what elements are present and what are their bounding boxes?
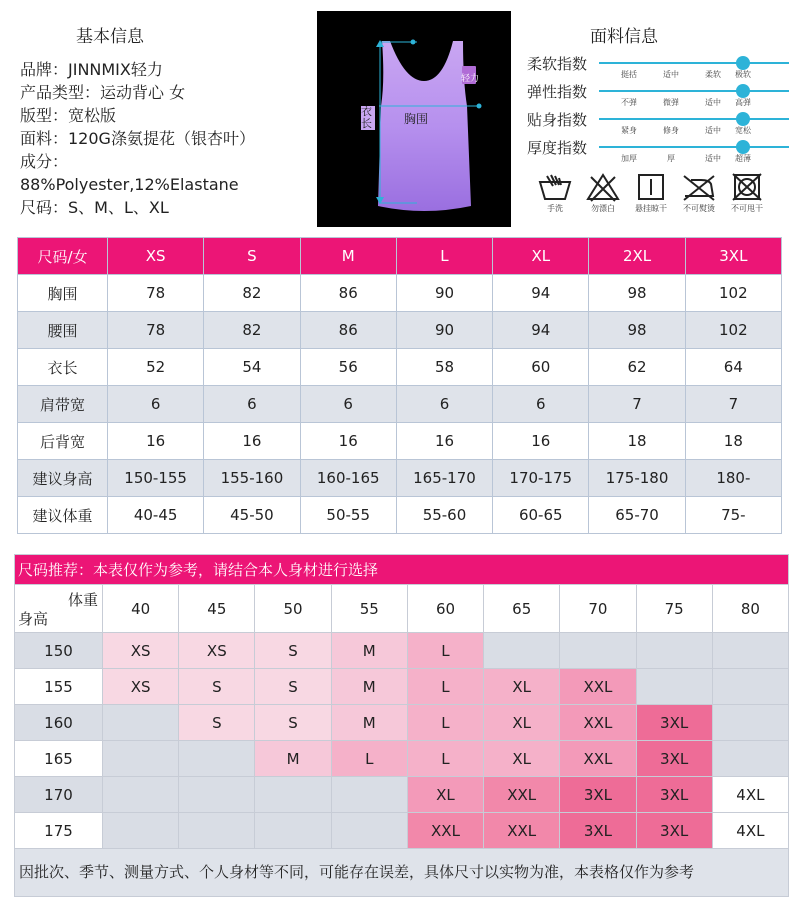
empty-cell: [712, 633, 788, 669]
recommended-size-cell: M: [331, 705, 407, 741]
scale-option: 宽松: [735, 126, 751, 135]
recommended-size-cell: 4XL: [712, 777, 788, 813]
empty-cell: [712, 669, 788, 705]
recommended-size-cell: S: [255, 705, 331, 741]
recommended-size-cell: XXL: [560, 741, 636, 777]
scale-indicator: [736, 112, 750, 126]
size-value-cell: 160-165: [300, 460, 396, 497]
scale-option: 加厚: [621, 154, 637, 163]
table-row: [18, 386, 782, 423]
size-value-cell: 16: [300, 423, 396, 460]
empty-cell: [636, 669, 712, 705]
size-value-cell: 6: [300, 386, 396, 423]
fabric-row-elasticity: [527, 81, 789, 109]
size-value-cell: 54: [204, 349, 300, 386]
scale-indicator: [736, 84, 750, 98]
size-value-cell: 60: [493, 349, 589, 386]
size-value-cell: 90: [396, 275, 492, 312]
recommended-size-cell: XXL: [407, 813, 483, 849]
table-row: [15, 669, 789, 705]
size-value-cell: 58: [396, 349, 492, 386]
empty-cell: [712, 741, 788, 777]
table-row: [15, 777, 789, 813]
product-photo: [317, 11, 511, 227]
recommended-size-cell: M: [331, 633, 407, 669]
weight-header-cell: 70: [560, 585, 636, 633]
row-label-cell: 后背宽: [18, 423, 108, 460]
chest-label: 胸围: [404, 112, 429, 126]
empty-cell: [103, 813, 179, 849]
basic-info-line: 产品类型：运动背心 女: [20, 83, 186, 102]
scale-option: 挺括: [621, 70, 637, 79]
recommended-size-cell: L: [407, 633, 483, 669]
size-chart-table: [17, 237, 782, 534]
recommended-size-cell: L: [407, 669, 483, 705]
size-value-cell: 16: [108, 423, 204, 460]
scale-line: [599, 90, 789, 92]
basic-info-list: [20, 58, 255, 219]
recommended-size-cell: 4XL: [712, 813, 788, 849]
hang-dry-icon: [633, 172, 669, 202]
size-value-cell: 60-65: [493, 497, 589, 534]
care-item: [627, 172, 675, 216]
weight-header-cell: 80: [712, 585, 788, 633]
size-value-cell: 52: [108, 349, 204, 386]
weight-header-cell: 75: [636, 585, 712, 633]
scale-line: [599, 62, 789, 64]
size-value-cell: 78: [108, 275, 204, 312]
scale-option: 适中: [705, 154, 721, 163]
size-value-cell: 102: [685, 275, 781, 312]
header-cell: M: [300, 238, 396, 275]
empty-cell: [331, 813, 407, 849]
header-cell: 尺码/女: [18, 238, 108, 275]
recommended-size-cell: S: [255, 633, 331, 669]
size-value-cell: 18: [589, 423, 685, 460]
empty-cell: [179, 777, 255, 813]
header-cell: XS: [108, 238, 204, 275]
scale-option: 适中: [705, 126, 721, 135]
size-value-cell: 16: [396, 423, 492, 460]
recommended-size-cell: 3XL: [636, 705, 712, 741]
care-instructions: [531, 172, 771, 216]
size-value-cell: 175-180: [589, 460, 685, 497]
recommended-size-cell: 3XL: [560, 813, 636, 849]
care-item: [723, 172, 771, 216]
size-value-cell: 78: [108, 312, 204, 349]
size-value-cell: 98: [589, 312, 685, 349]
weight-header-cell: 45: [179, 585, 255, 633]
top-info-section: [0, 0, 800, 232]
header-cell: S: [204, 238, 300, 275]
size-value-cell: 7: [685, 386, 781, 423]
size-value-cell: 94: [493, 275, 589, 312]
recommended-size-cell: XL: [484, 669, 560, 705]
fabric-row-fit: [527, 109, 789, 137]
weight-header-cell: 50: [255, 585, 331, 633]
scale-option: 不弹: [621, 98, 637, 107]
no-tumble-dry-icon: [729, 172, 765, 202]
row-label-cell: 腰围: [18, 312, 108, 349]
recommended-size-cell: XL: [484, 705, 560, 741]
weight-header-cell: 60: [407, 585, 483, 633]
scale-line: [599, 146, 789, 148]
weight-header-cell: 40: [103, 585, 179, 633]
recommended-size-cell: XXL: [560, 705, 636, 741]
recommended-size-cell: S: [179, 669, 255, 705]
recommended-size-cell: S: [255, 669, 331, 705]
size-value-cell: 94: [493, 312, 589, 349]
weight-header-cell: 65: [484, 585, 560, 633]
size-value-cell: 50-55: [300, 497, 396, 534]
empty-cell: [179, 741, 255, 777]
size-table-header: [18, 238, 782, 275]
scale-option: 适中: [663, 70, 679, 79]
care-item: [675, 172, 723, 216]
size-value-cell: 86: [300, 312, 396, 349]
scale-option: 厚: [667, 154, 675, 163]
recommended-size-cell: XS: [179, 633, 255, 669]
height-cell: 150: [15, 633, 103, 669]
scale-indicator: [736, 56, 750, 70]
recommended-size-cell: M: [255, 741, 331, 777]
recommended-size-cell: XL: [484, 741, 560, 777]
height-cell: 165: [15, 741, 103, 777]
basic-info-line: 面料：120G涤氨提花（银杏叶）: [20, 129, 255, 148]
table-row: [15, 705, 789, 741]
scale-option: 高弹: [735, 98, 751, 107]
table-row: [18, 275, 782, 312]
basic-info-line: 版型：宽松版: [20, 106, 117, 125]
size-value-cell: 165-170: [396, 460, 492, 497]
no-iron-icon: [681, 172, 717, 202]
size-value-cell: 6: [493, 386, 589, 423]
fabric-row-label: 贴身指数: [527, 111, 588, 129]
empty-cell: [255, 813, 331, 849]
size-value-cell: 170-175: [493, 460, 589, 497]
header-cell: 2XL: [589, 238, 685, 275]
fabric-row-label: 柔软指数: [527, 55, 588, 73]
size-value-cell: 6: [108, 386, 204, 423]
empty-cell: [255, 777, 331, 813]
table-row: [18, 460, 782, 497]
length-label: 衣长: [361, 106, 375, 130]
empty-cell: [103, 705, 179, 741]
size-value-cell: 82: [204, 312, 300, 349]
scale-line: [599, 118, 789, 120]
row-label-cell: 建议体重: [18, 497, 108, 534]
size-value-cell: 7: [589, 386, 685, 423]
logo-text: 轻力: [461, 74, 480, 84]
weight-header-row: [15, 585, 789, 633]
height-cell: 155: [15, 669, 103, 705]
care-label: 悬挂晾干: [635, 204, 667, 213]
weight-axis-label: 体重: [67, 591, 98, 609]
row-label-cell: 建议身高: [18, 460, 108, 497]
scale-option: 修身: [663, 126, 679, 135]
size-value-cell: 86: [300, 275, 396, 312]
care-label: 手洗: [547, 204, 563, 213]
table-row: [18, 349, 782, 386]
disclaimer-note: 因批次、季节、测量方式、个人身材等不同，可能存在误差，具体尺寸以实物为准，本表格仅作为参考: [15, 849, 789, 897]
size-value-cell: 16: [493, 423, 589, 460]
scale-option: 紧身: [621, 126, 637, 135]
row-label-cell: 肩带宽: [18, 386, 108, 423]
size-value-cell: 56: [300, 349, 396, 386]
height-cell: 160: [15, 705, 103, 741]
table-row: [18, 497, 782, 534]
table-row: [18, 423, 782, 460]
no-bleach-icon: [585, 172, 621, 202]
size-value-cell: 150-155: [108, 460, 204, 497]
fabric-row-label: 弹性指数: [527, 83, 588, 101]
size-value-cell: 75-: [685, 497, 781, 534]
size-value-cell: 155-160: [204, 460, 300, 497]
size-value-cell: 102: [685, 312, 781, 349]
height-cell: 170: [15, 777, 103, 813]
recommended-size-cell: XS: [103, 633, 179, 669]
size-value-cell: 90: [396, 312, 492, 349]
empty-cell: [103, 741, 179, 777]
size-value-cell: 82: [204, 275, 300, 312]
recommended-size-cell: S: [179, 705, 255, 741]
hand-wash-icon: [537, 172, 573, 202]
header-cell: 3XL: [685, 238, 781, 275]
size-value-cell: 62: [589, 349, 685, 386]
recommended-size-cell: 3XL: [636, 777, 712, 813]
recommended-size-cell: M: [331, 669, 407, 705]
recommended-size-cell: XS: [103, 669, 179, 705]
recommended-size-cell: L: [331, 741, 407, 777]
table-row: [15, 813, 789, 849]
size-recommendation-table: [14, 554, 789, 897]
empty-cell: [636, 633, 712, 669]
scale-indicator: [736, 140, 750, 154]
scale-option: 微弹: [663, 98, 679, 107]
table-row: [18, 312, 782, 349]
care-item: [579, 172, 627, 216]
header-cell: XL: [493, 238, 589, 275]
basic-info-line: 尺码：S、M、L、XL: [20, 198, 169, 217]
recommended-size-cell: XXL: [484, 813, 560, 849]
recommended-size-cell: L: [407, 705, 483, 741]
basic-info-line: 成分：: [20, 152, 69, 171]
care-label: 不可甩干: [731, 204, 763, 213]
recommended-size-cell: XXL: [560, 669, 636, 705]
size-value-cell: 6: [396, 386, 492, 423]
size-value-cell: 98: [589, 275, 685, 312]
recommended-size-cell: XL: [407, 777, 483, 813]
size-value-cell: 6: [204, 386, 300, 423]
height-axis-label: 身高: [18, 610, 49, 628]
fabric-row-thickness: [527, 137, 789, 165]
size-value-cell: 180-: [685, 460, 781, 497]
recommended-size-cell: 3XL: [636, 741, 712, 777]
weight-header-cell: 55: [331, 585, 407, 633]
recommendation-banner: 尺码推荐：本表仅作为参考，请结合本人身材进行选择: [15, 555, 789, 585]
basic-info-line: 品牌：JINNMIX轻力: [20, 60, 163, 79]
corner-cell: [15, 585, 103, 633]
recommended-size-cell: 3XL: [636, 813, 712, 849]
recommended-size-cell: L: [407, 741, 483, 777]
scale-option: 适中: [705, 98, 721, 107]
empty-cell: [103, 777, 179, 813]
fabric-row-label: 厚度指数: [527, 139, 588, 157]
size-value-cell: 18: [685, 423, 781, 460]
header-cell: L: [396, 238, 492, 275]
size-value-cell: 65-70: [589, 497, 685, 534]
empty-cell: [560, 633, 636, 669]
empty-cell: [331, 777, 407, 813]
table-row: [15, 741, 789, 777]
care-item: [531, 172, 579, 216]
recommended-size-cell: 3XL: [560, 777, 636, 813]
empty-cell: [712, 705, 788, 741]
scale-option: 柔软: [705, 70, 721, 79]
fabric-info-title: 面料信息: [590, 27, 658, 47]
row-label-cell: 衣长: [18, 349, 108, 386]
empty-cell: [484, 633, 560, 669]
table-row: [15, 633, 789, 669]
recommended-size-cell: XXL: [484, 777, 560, 813]
scale-option: 极软: [735, 70, 751, 79]
fabric-row-softness: [527, 53, 789, 81]
scale-option: 超薄: [735, 154, 751, 163]
size-value-cell: 40-45: [108, 497, 204, 534]
row-label-cell: 胸围: [18, 275, 108, 312]
size-value-cell: 16: [204, 423, 300, 460]
size-value-cell: 64: [685, 349, 781, 386]
size-value-cell: 55-60: [396, 497, 492, 534]
care-label: 不可熨烫: [683, 204, 715, 213]
size-value-cell: 45-50: [204, 497, 300, 534]
care-label: 勿漂白: [591, 204, 615, 213]
basic-info-line: 88%Polyester,12%Elastane: [20, 175, 239, 194]
empty-cell: [179, 813, 255, 849]
height-cell: 175: [15, 813, 103, 849]
basic-info-title: 基本信息: [76, 27, 144, 47]
